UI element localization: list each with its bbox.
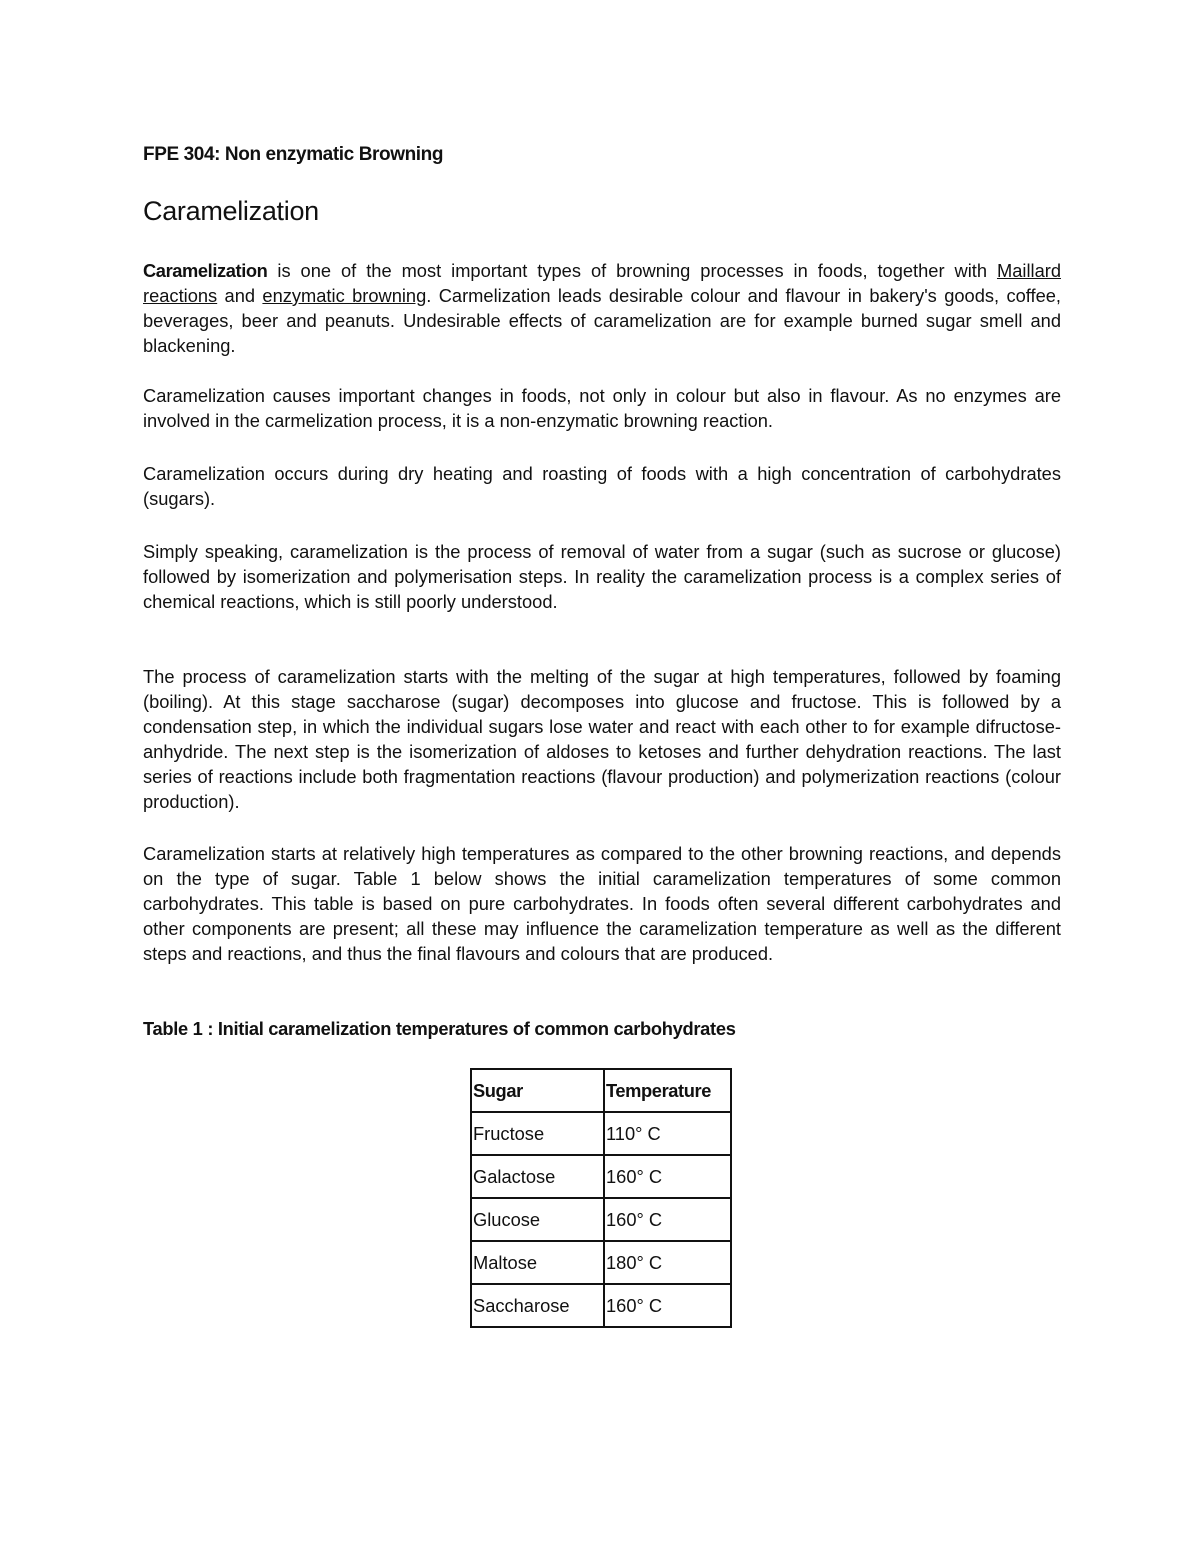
paragraph-dry-heating: Caramelization occurs during dry heating and roasting of foods with a high concentration of carbohydrates (sugars).: [143, 463, 1061, 509]
header-temperature: Temperature: [604, 1069, 731, 1112]
temperature-cell: 160° C: [604, 1284, 731, 1327]
caramelization-table: [470, 1068, 732, 1328]
temperature-cell: 160° C: [604, 1198, 731, 1241]
table-caption: Table 1 : Initial caramelization temperatures of common carbohydrates: [143, 1018, 736, 1039]
intro-text-3: . Carmelization leads desirable colour and flavour in bakery's goods, coffee, beverages, beer and peanuts. Undesirable effects of caramelization are for example burned sugar smell and blackening.: [143, 285, 1061, 356]
sugar-cell: Fructose: [471, 1112, 604, 1155]
header-sugar: Sugar: [471, 1069, 604, 1112]
intro-lead-term: Caramelization: [143, 260, 268, 281]
temperature-cell: 180° C: [604, 1241, 731, 1284]
sugar-cell: Saccharose: [471, 1284, 604, 1327]
sugar-cell: Maltose: [471, 1241, 604, 1284]
table-row: [471, 1112, 731, 1155]
enzymatic-browning-link[interactable]: enzymatic browning: [262, 285, 427, 306]
maillard-reactions-link[interactable]: Maillard reactions: [143, 260, 1061, 306]
intro-text-2: and: [217, 285, 263, 306]
table-row: [471, 1284, 731, 1327]
table-row: [471, 1198, 731, 1241]
table-row: [471, 1155, 731, 1198]
intro-text-1: is one of the most important types of browning processes in foods, together with: [267, 260, 997, 281]
course-title: FPE 304: Non enzymatic Browning: [143, 144, 444, 165]
temperature-cell: 160° C: [604, 1155, 731, 1198]
temperature-cell: 110° C: [604, 1112, 731, 1155]
sugar-cell: Glucose: [471, 1198, 604, 1241]
paragraph-simply-speaking: Simply speaking, caramelization is the process of removal of water from a sugar (such as sucrose or glucose) followed by isomerization and polymerisation steps. In reality the caramelization process is a complex series of chemical reactions, which is still poorly understood.: [143, 541, 1061, 612]
paragraph-temperatures: Caramelization starts at relatively high temperatures as compared to the other browning reactions, and depends on the type of sugar. Table 1 below shows the initial caramelization temperatures of some common carbohydrates. This table is based on pure carbohydrates. In foods often several different carbohydrates and other components are present; all these may influence the caramelization temperature as well as the different steps and reactions, and thus the final flavours and colours that are produced.: [143, 843, 1061, 964]
paragraph-process: The process of caramelization starts with the melting of the sugar at high temperatures, followed by foaming (boiling). At this stage saccharose (sugar) decomposes into glucose and fructose. This is followed by a condensation step, in which the individual sugars lose water and react with each other to for example difructose-anhydride. The next step is the isomerization of aldoses to ketoses and further dehydration reactions. The last series of reactions include both fragmentation reactions (flavour production) and polymerization reactions (colour production).: [143, 666, 1061, 812]
table-header-row: [471, 1069, 731, 1112]
paragraph-changes: Caramelization causes important changes in foods, not only in colour but also in flavour. As no enzymes are involved in the carmelization process, it is a non-enzymatic browning reaction.: [143, 385, 1061, 431]
sugar-cell: Galactose: [471, 1155, 604, 1198]
section-heading: Caramelization: [143, 196, 319, 226]
paragraph-intro: [143, 258, 1061, 358]
table-row: [471, 1241, 731, 1284]
